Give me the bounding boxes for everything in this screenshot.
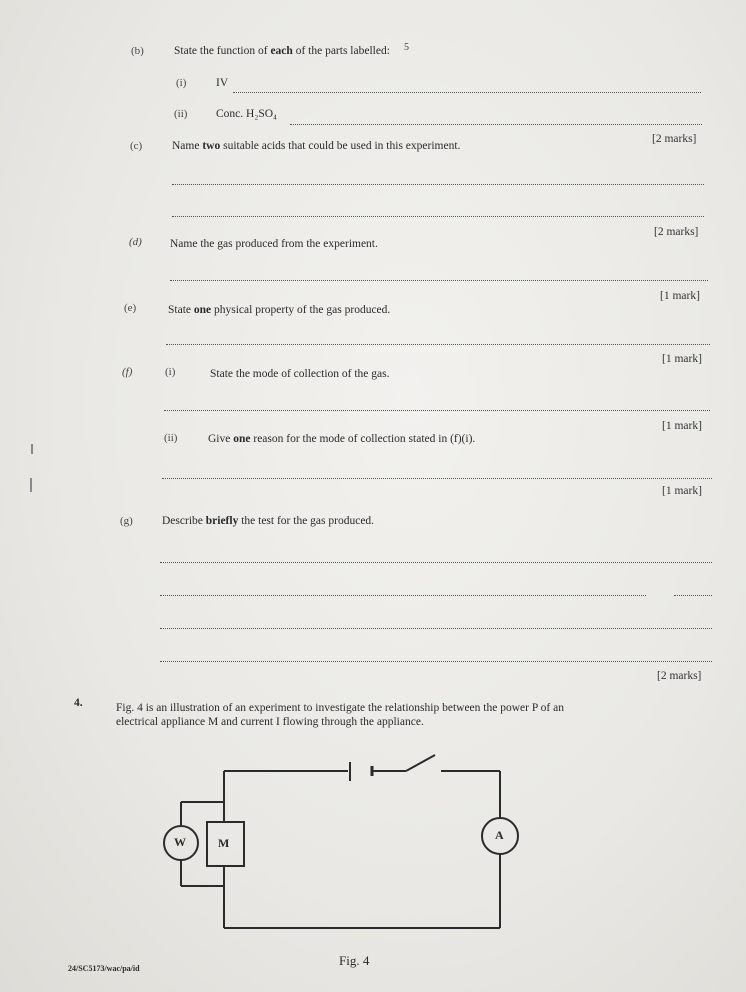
subpart-text: Conc. H₂SO₄ bbox=[216, 108, 278, 120]
question-prompt: Describe briefly the test for the gas produced. bbox=[162, 515, 375, 527]
question-stem-line2: electrical appliance M and current I flowing through the appliance. bbox=[116, 716, 424, 728]
question-label: (g) bbox=[120, 515, 133, 527]
subpart-label: (ii) bbox=[174, 108, 188, 120]
question-prompt: State the function of each of the parts labelled: bbox=[174, 45, 390, 57]
ammeter-label: A bbox=[495, 828, 504, 842]
question-label: (d) bbox=[129, 236, 142, 248]
question-prompt: Name two suitable acids that could be used in this experiment. bbox=[172, 140, 461, 152]
subpart-label: (i) bbox=[165, 366, 176, 378]
marks-label: [1 mark] bbox=[662, 353, 702, 365]
appliance-label: M bbox=[218, 836, 230, 850]
marks-label: [2 marks] bbox=[657, 670, 702, 682]
question-label: (b) bbox=[131, 45, 144, 57]
paper-code: 24/SC5173/wac/pa/id bbox=[68, 964, 140, 973]
marks-label: [1 mark] bbox=[660, 290, 700, 302]
wattmeter-label: W bbox=[174, 835, 186, 849]
subpart-label: (ii) bbox=[164, 432, 178, 444]
page-number: 5 bbox=[404, 42, 409, 53]
switch-blade bbox=[406, 755, 435, 771]
question-label: (f) bbox=[122, 366, 133, 378]
marks-label: [2 marks] bbox=[652, 133, 697, 145]
question-stem-line1: Fig. 4 is an illustration of an experiment to investigate the relationship between the power P of an bbox=[116, 702, 564, 714]
marks-label: [2 marks] bbox=[654, 226, 699, 238]
subpart-text: IV bbox=[216, 77, 229, 89]
subpart-text: State the mode of collection of the gas. bbox=[210, 368, 390, 380]
question-prompt: Name the gas produced from the experiment. bbox=[170, 238, 378, 250]
subpart-text: Give one reason for the mode of collection stated in (f)(i). bbox=[208, 433, 476, 445]
marks-label: [1 mark] bbox=[662, 485, 702, 497]
subpart-label: (i) bbox=[176, 77, 187, 89]
question-number: 4. bbox=[74, 697, 83, 709]
figure-caption: Fig. 4 bbox=[339, 953, 370, 968]
marks-label: [1 mark] bbox=[662, 420, 702, 432]
question-label: (c) bbox=[130, 140, 143, 152]
question-label: (e) bbox=[124, 302, 137, 314]
question-prompt: State one physical property of the gas produced. bbox=[168, 304, 391, 316]
